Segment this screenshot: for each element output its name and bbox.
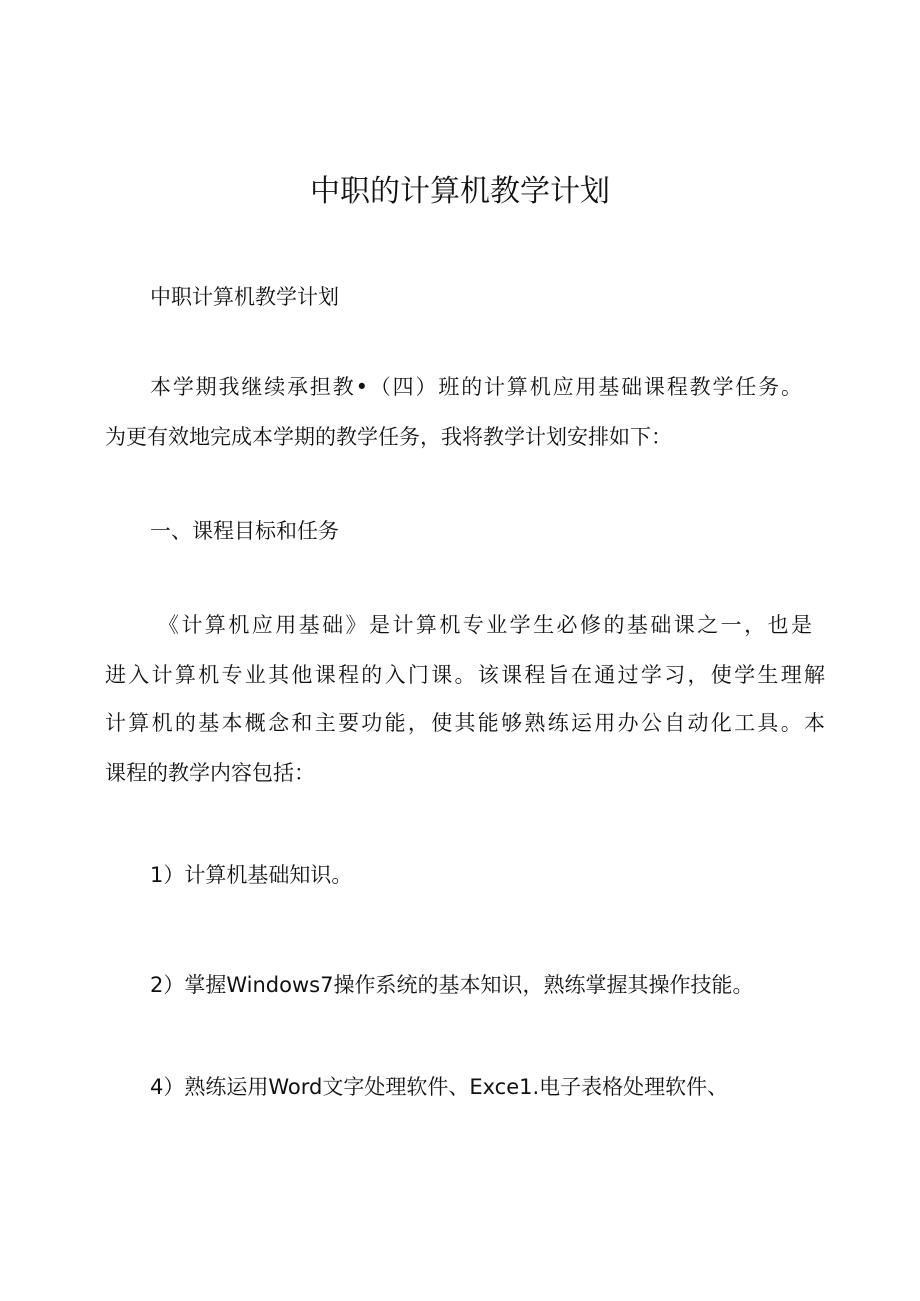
list-item: 1）计算机基础知识。 — [150, 863, 353, 887]
course-desc-line-4: 课程的教学内容包括： — [105, 761, 315, 785]
intro-line-1: 本学期我继续承担教•（四）班的计算机应用基础课程教学任务。 — [150, 375, 802, 399]
document-subtitle: 中职计算机教学计划 — [150, 285, 339, 309]
course-desc-line-2: 进入计算机专业其他课程的入门课。该课程旨在通过学习，使学生理解 — [105, 663, 825, 687]
list-item: 4）熟练运用Word文字处理软件、Exce1.电子表格处理软件、 — [150, 1075, 729, 1099]
section-heading: 一、课程目标和任务 — [150, 519, 339, 543]
list-item: 2）掌握Windows7操作系统的基本知识，熟练掌握其操作技能。 — [150, 973, 754, 997]
course-desc-line-1: 《计算机应用基础》是计算机专业学生必修的基础课之一，也是 — [158, 613, 812, 637]
document-title: 中职的计算机教学计划 — [310, 174, 610, 209]
course-desc-line-3: 计算机的基本概念和主要功能，使其能够熟练运用办公自动化工具。本 — [105, 711, 825, 735]
intro-line-2: 为更有效地完成本学期的教学任务，我将教学计划安排如下： — [105, 425, 672, 449]
